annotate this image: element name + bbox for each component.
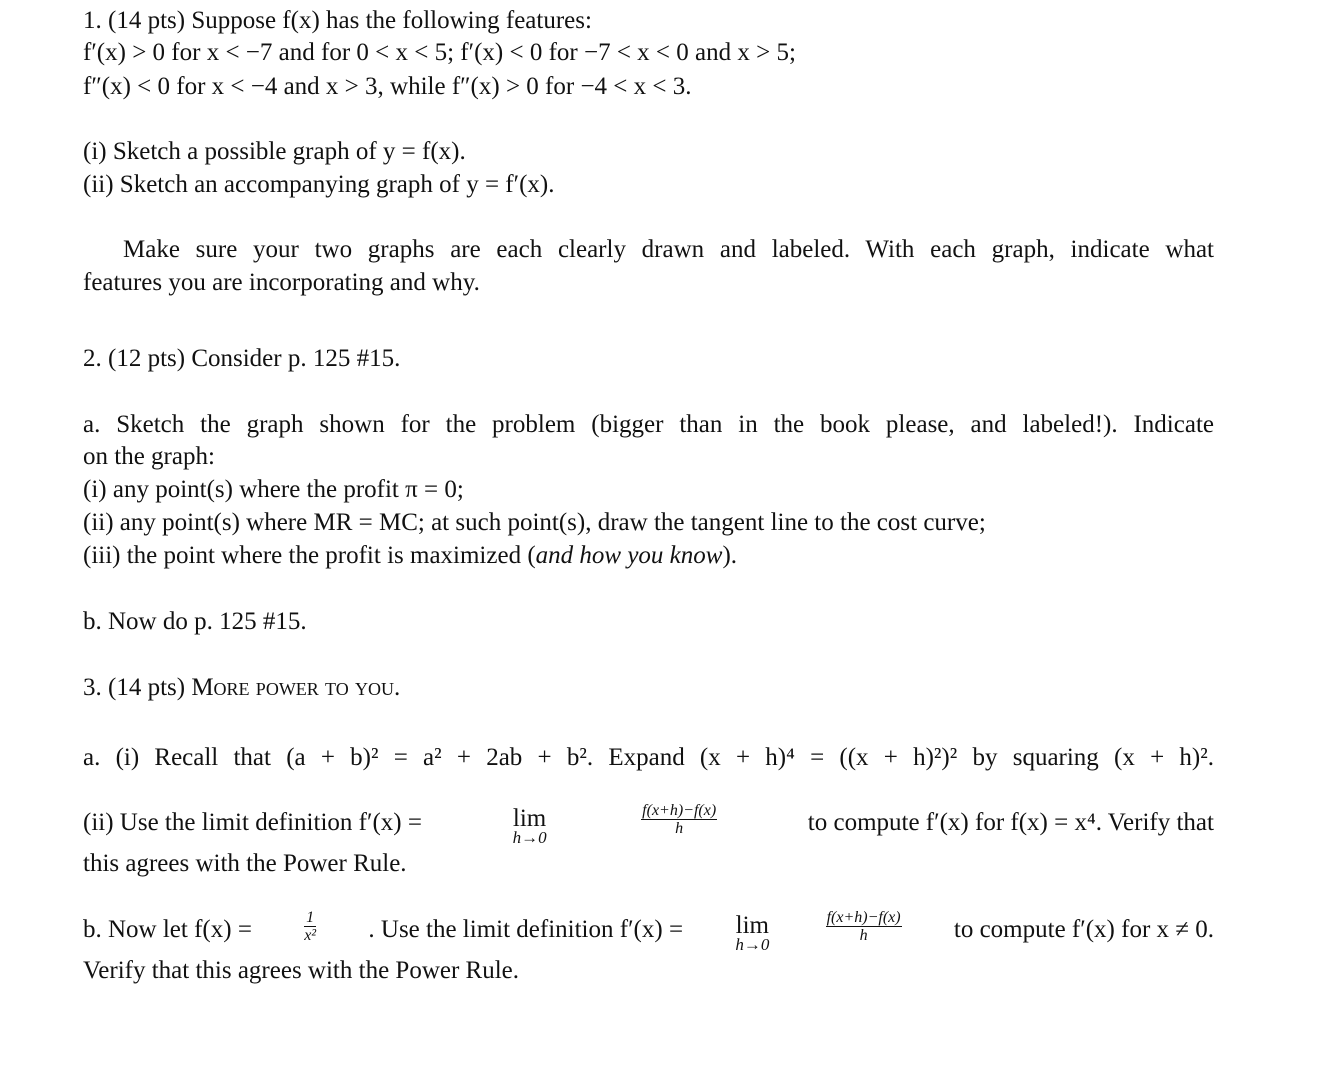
- q3-a-ii-post: to compute f′(x) for f(x) = x⁴. Verify that: [807, 809, 1214, 836]
- reciprocal-square-fraction: [304, 909, 316, 944]
- q2-a-iii-pre: (iii) the point where the profit is maximized (: [83, 542, 536, 569]
- fraction-numerator: 1: [306, 909, 315, 926]
- q3-header-prefix: 3. (14 pts): [83, 674, 192, 701]
- limit-label: lim: [512, 805, 547, 832]
- difference-quotient: [641, 802, 717, 837]
- q3-b-pre: b. Now let f(x) =: [83, 916, 252, 943]
- q2-part-a-line2: on the graph:: [83, 443, 215, 470]
- q3-part-b-line1: [83, 909, 1214, 954]
- q2-part-a-i: (i) any point(s) where the profit π = 0;: [83, 476, 464, 503]
- q2-part-b: b. Now do p. 125 #15.: [83, 608, 307, 635]
- q3-part-a-ii-line1: [83, 802, 1214, 847]
- q1-header: 1. (14 pts) Suppose f(x) has the following features:: [83, 7, 592, 34]
- q3-header: [83, 673, 400, 703]
- q2-a-iii-post: ).: [722, 542, 738, 569]
- fraction-denominator: h: [859, 927, 868, 944]
- q2-part-a-iii: [83, 541, 737, 571]
- limit-operator: [512, 805, 547, 847]
- q3-b-mid: . Use the limit definition f′(x) =: [368, 916, 684, 943]
- q2-a-iii-emphasis: and how you know: [535, 542, 723, 569]
- limit-operator: [735, 912, 770, 954]
- q2-header: 2. (12 pts) Consider p. 125 #15.: [83, 345, 401, 372]
- q1-condition-second-derivative: f″(x) < 0 for x < −4 and x > 3, while f″(x) > 0 for −4 < x < 3.: [83, 73, 692, 100]
- q3-part-a-ii-line2: this agrees with the Power Rule.: [83, 850, 407, 877]
- fraction-denominator: x²: [304, 927, 317, 944]
- q3-a-ii-pre: (ii) Use the limit definition f′(x) =: [83, 809, 422, 836]
- fraction-numerator: f(x+h)−f(x): [826, 909, 901, 926]
- q2-part-a-line1: a. Sketch the graph shown for the problem (bigger than in the book please, and labeled!). Indicate: [83, 411, 1214, 438]
- q2-part-a-ii: (ii) any point(s) where MR = MC; at such point(s), draw the tangent line to the cost curve;: [83, 509, 986, 536]
- q3-header-title: More power to you.: [191, 674, 401, 701]
- q3-part-b-line2: Verify that this agrees with the Power Rule.: [83, 957, 520, 984]
- q1-condition-first-derivative: f′(x) > 0 for x < −7 and for 0 < x < 5; f′(x) < 0 for −7 < x < 0 and x > 5;: [83, 39, 796, 66]
- limit-subscript: h→0: [735, 935, 770, 954]
- limit-subscript: h→0: [512, 828, 547, 847]
- fraction-numerator: f(x+h)−f(x): [642, 802, 717, 819]
- difference-quotient: [826, 909, 902, 944]
- q1-part-i: (i) Sketch a possible graph of y = f(x).: [83, 138, 466, 165]
- fraction-denominator: h: [675, 820, 684, 837]
- q3-part-a-i: a. (i) Recall that (a + b)² = a² + 2ab + b². Expand (x + h)⁴ = ((x + h)²)² by squaring (x + h)².: [83, 744, 1214, 771]
- q3-b-post: to compute f′(x) for x ≠ 0.: [953, 916, 1214, 943]
- q1-part-ii: (ii) Sketch an accompanying graph of y = f′(x).: [83, 171, 555, 198]
- q1-note-line2: features you are incorporating and why.: [83, 269, 480, 296]
- limit-label: lim: [735, 912, 769, 939]
- q1-note-line1: Make sure your two graphs are each clearly drawn and labeled. With each graph, indicate what: [123, 236, 1214, 263]
